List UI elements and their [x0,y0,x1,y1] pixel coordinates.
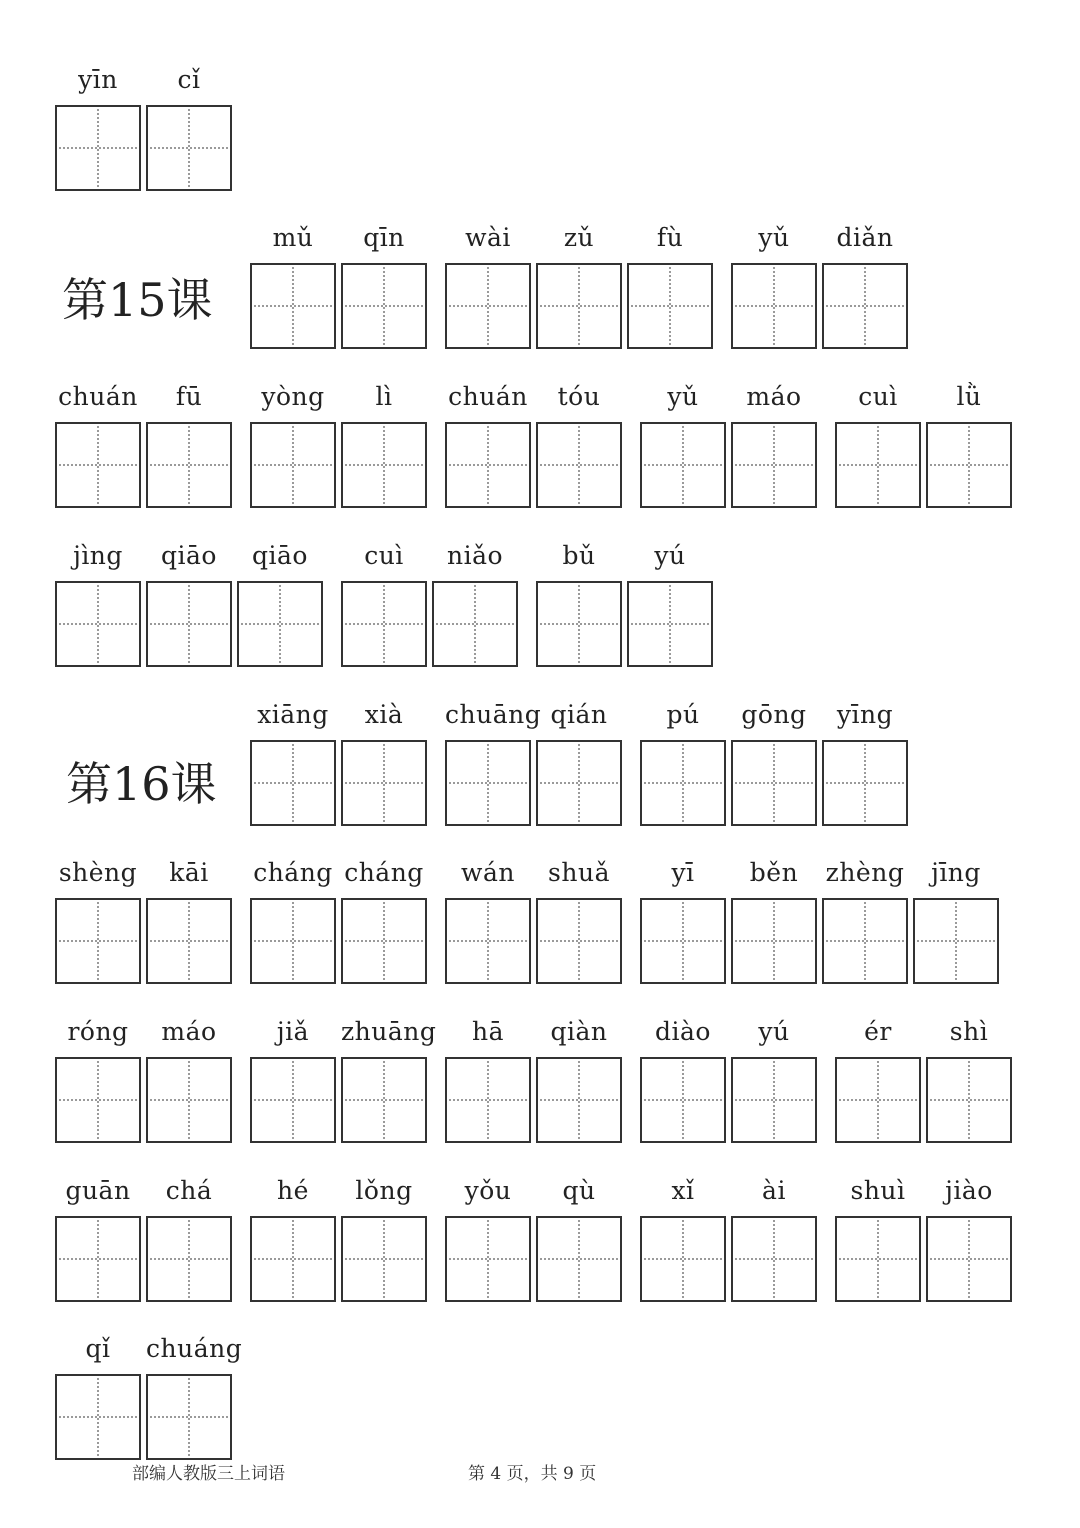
pinyin-label: máo [161,1017,217,1046]
writing-box[interactable] [146,1216,232,1302]
writing-box[interactable] [250,263,336,349]
guide-line-vertical [292,426,294,504]
pinyin-label: diǎn [836,223,894,252]
guide-line-vertical [383,1061,385,1139]
pinyin-label: jiào [945,1176,993,1205]
guide-line-vertical [188,426,190,504]
writing-box[interactable] [250,1216,336,1302]
writing-box[interactable] [55,581,141,667]
guide-line-vertical [383,267,385,345]
writing-box[interactable] [55,422,141,508]
guide-line-vertical [968,1220,970,1298]
writing-box[interactable] [926,422,1012,508]
guide-line-vertical [188,1220,190,1298]
pinyin-label: yǒu [464,1176,512,1205]
writing-box[interactable] [835,422,921,508]
writing-box[interactable] [341,263,427,349]
guide-line-vertical [877,1220,879,1298]
pinyin-label: shuǎ [548,858,610,887]
writing-box[interactable] [536,898,622,984]
guide-line-vertical [682,902,684,980]
guide-line-vertical [773,426,775,504]
guide-line-vertical [292,902,294,980]
writing-box[interactable] [731,422,817,508]
pinyin-label: yòng [261,382,325,411]
writing-box[interactable] [250,740,336,826]
guide-line-vertical [474,585,476,663]
pinyin-label: zhèng [825,858,905,887]
pinyin-label: cuì [858,382,898,411]
guide-line-vertical [188,1061,190,1139]
pinyin-label: niǎo [446,541,504,570]
writing-box[interactable] [445,740,531,826]
guide-line-vertical [864,267,866,345]
guide-line-vertical [773,744,775,822]
guide-line-vertical [383,585,385,663]
pinyin-label: jiǎ [276,1017,310,1046]
pinyin-label: ér [864,1017,892,1046]
writing-box[interactable] [146,898,232,984]
guide-line-vertical [968,1061,970,1139]
guide-line-vertical [773,1220,775,1298]
guide-line-vertical [383,1220,385,1298]
writing-box[interactable] [237,581,323,667]
guide-line-vertical [864,902,866,980]
pinyin-label: lì [375,382,393,411]
guide-line-vertical [97,902,99,980]
pinyin-label: yīng [836,700,894,729]
pinyin-label: cǐ [177,65,201,94]
guide-line-vertical [864,744,866,822]
pinyin-label: yīn [78,65,118,94]
guide-line-vertical [773,902,775,980]
pinyin-label: wán [461,858,515,887]
pinyin-label: wài [465,223,511,252]
writing-box[interactable] [731,1216,817,1302]
writing-box[interactable] [445,898,531,984]
guide-line-vertical [97,1220,99,1298]
pinyin-label: lǒng [355,1176,413,1205]
pinyin-label: chuán [448,382,528,411]
writing-box[interactable] [822,740,908,826]
writing-box[interactable] [926,1216,1012,1302]
pinyin-label: jīng [931,858,981,887]
writing-box[interactable] [146,105,232,191]
guide-line-vertical [188,585,190,663]
writing-box[interactable] [822,263,908,349]
guide-line-vertical [97,426,99,504]
guide-line-vertical [578,1220,580,1298]
writing-box[interactable] [536,740,622,826]
writing-box[interactable] [341,422,427,508]
pinyin-label: diào [655,1017,711,1046]
pinyin-label: yǔ [667,382,699,411]
pinyin-label: shèng [58,858,138,887]
writing-box[interactable] [146,581,232,667]
writing-box[interactable] [250,422,336,508]
guide-line-vertical [578,744,580,822]
guide-line-vertical [292,1061,294,1139]
guide-line-vertical [487,744,489,822]
guide-line-vertical [383,744,385,822]
writing-box[interactable] [146,1057,232,1143]
pinyin-label: lǜ [956,382,982,411]
writing-box[interactable] [640,898,726,984]
pinyin-label: shuì [850,1176,906,1205]
writing-box[interactable] [55,1374,141,1460]
guide-line-vertical [669,585,671,663]
writing-box[interactable] [55,1057,141,1143]
guide-line-vertical [487,426,489,504]
writing-box[interactable] [731,1057,817,1143]
guide-line-vertical [578,426,580,504]
writing-box[interactable] [731,740,817,826]
pinyin-label: chuáng [146,1334,243,1363]
pinyin-label: qiāo [161,541,217,570]
pinyin-label: zǔ [563,223,595,252]
pinyin-label: zhuāng [341,1017,437,1046]
writing-box[interactable] [341,740,427,826]
pinyin-label: mǔ [272,223,314,252]
pinyin-label: qiàn [550,1017,608,1046]
writing-box[interactable] [146,422,232,508]
pinyin-label: cuì [364,541,404,570]
writing-box[interactable] [250,898,336,984]
guide-line-vertical [487,902,489,980]
writing-box[interactable] [55,1216,141,1302]
guide-line-vertical [669,267,671,345]
pinyin-label: yú [758,1017,790,1046]
writing-box[interactable] [55,898,141,984]
pinyin-label: chuán [58,382,138,411]
guide-line-vertical [188,109,190,187]
pinyin-label: chá [165,1176,213,1205]
pinyin-label: qián [550,700,608,729]
lesson-heading-16: 第16课 [66,757,217,811]
pinyin-label: yǔ [758,223,790,252]
pinyin-label: chuāng [445,700,542,729]
pinyin-label: máo [746,382,802,411]
writing-box[interactable] [640,422,726,508]
guide-line-vertical [682,1220,684,1298]
pinyin-label: tóu [557,382,601,411]
guide-line-vertical [955,902,957,980]
writing-box[interactable] [731,898,817,984]
writing-box[interactable] [627,263,713,349]
guide-line-vertical [968,426,970,504]
lesson-heading-15: 第15课 [62,273,213,327]
pinyin-label: shì [949,1017,989,1046]
pinyin-label: hé [277,1176,309,1205]
writing-box[interactable] [55,105,141,191]
guide-line-vertical [188,1378,190,1456]
pinyin-label: fù [656,223,684,252]
guide-line-vertical [97,1061,99,1139]
footer-title: 部编人教版三上词语 [132,1464,285,1484]
writing-box[interactable] [445,1216,531,1302]
writing-box[interactable] [536,422,622,508]
writing-box[interactable] [341,898,427,984]
pinyin-label: bǔ [562,541,596,570]
pinyin-label: qīn [363,223,405,252]
writing-box[interactable] [445,263,531,349]
pinyin-label: běn [749,858,799,887]
guide-line-vertical [279,585,281,663]
writing-box[interactable] [536,263,622,349]
guide-line-vertical [877,426,879,504]
writing-box[interactable] [731,263,817,349]
pinyin-label: fū [175,382,203,411]
guide-line-vertical [578,267,580,345]
writing-box[interactable] [640,1057,726,1143]
guide-line-vertical [97,585,99,663]
guide-line-vertical [487,1220,489,1298]
writing-box[interactable] [146,1374,232,1460]
pinyin-label: yī [671,858,695,887]
pinyin-label: guān [65,1176,131,1205]
writing-box[interactable] [835,1216,921,1302]
pinyin-label: gōng [741,700,807,729]
guide-line-vertical [578,1061,580,1139]
guide-line-vertical [773,1061,775,1139]
writing-box[interactable] [445,422,531,508]
writing-box[interactable] [250,1057,336,1143]
pinyin-label: qù [562,1176,596,1205]
pinyin-label: qiāo [252,541,308,570]
pinyin-label: yú [654,541,686,570]
pinyin-label: cháng [253,858,333,887]
guide-line-vertical [383,902,385,980]
pinyin-label: hā [471,1017,504,1046]
guide-line-vertical [682,1061,684,1139]
writing-box[interactable] [536,1216,622,1302]
writing-box[interactable] [536,581,622,667]
guide-line-vertical [292,744,294,822]
guide-line-vertical [682,744,684,822]
pinyin-label: kāi [169,858,209,887]
pinyin-label: ài [762,1176,786,1205]
guide-line-vertical [188,902,190,980]
pinyin-label: xiāng [257,700,329,729]
writing-box[interactable] [341,1057,427,1143]
writing-box[interactable] [341,1216,427,1302]
writing-box[interactable] [640,1216,726,1302]
pinyin-label: xǐ [671,1176,695,1205]
guide-line-vertical [487,1061,489,1139]
writing-box[interactable] [536,1057,622,1143]
pinyin-label: qǐ [85,1334,111,1363]
guide-line-vertical [773,267,775,345]
guide-line-vertical [682,426,684,504]
guide-line-vertical [97,109,99,187]
writing-box[interactable] [341,581,427,667]
guide-line-vertical [578,902,580,980]
guide-line-vertical [292,1220,294,1298]
guide-line-vertical [97,1378,99,1456]
pinyin-label: xià [364,700,404,729]
pinyin-label: róng [67,1017,129,1046]
writing-box[interactable] [640,740,726,826]
guide-line-vertical [877,1061,879,1139]
pinyin-label: jìng [73,541,123,570]
writing-box[interactable] [822,898,908,984]
guide-line-vertical [487,267,489,345]
guide-line-vertical [578,585,580,663]
pinyin-label: cháng [344,858,424,887]
writing-box[interactable] [913,898,999,984]
writing-box[interactable] [627,581,713,667]
writing-box[interactable] [432,581,518,667]
pinyin-label: pú [666,700,700,729]
footer-page-info: 第 4 页，共 9 页 [468,1464,597,1484]
guide-line-vertical [383,426,385,504]
guide-line-vertical [292,267,294,345]
writing-box[interactable] [926,1057,1012,1143]
writing-box[interactable] [835,1057,921,1143]
writing-box[interactable] [445,1057,531,1143]
